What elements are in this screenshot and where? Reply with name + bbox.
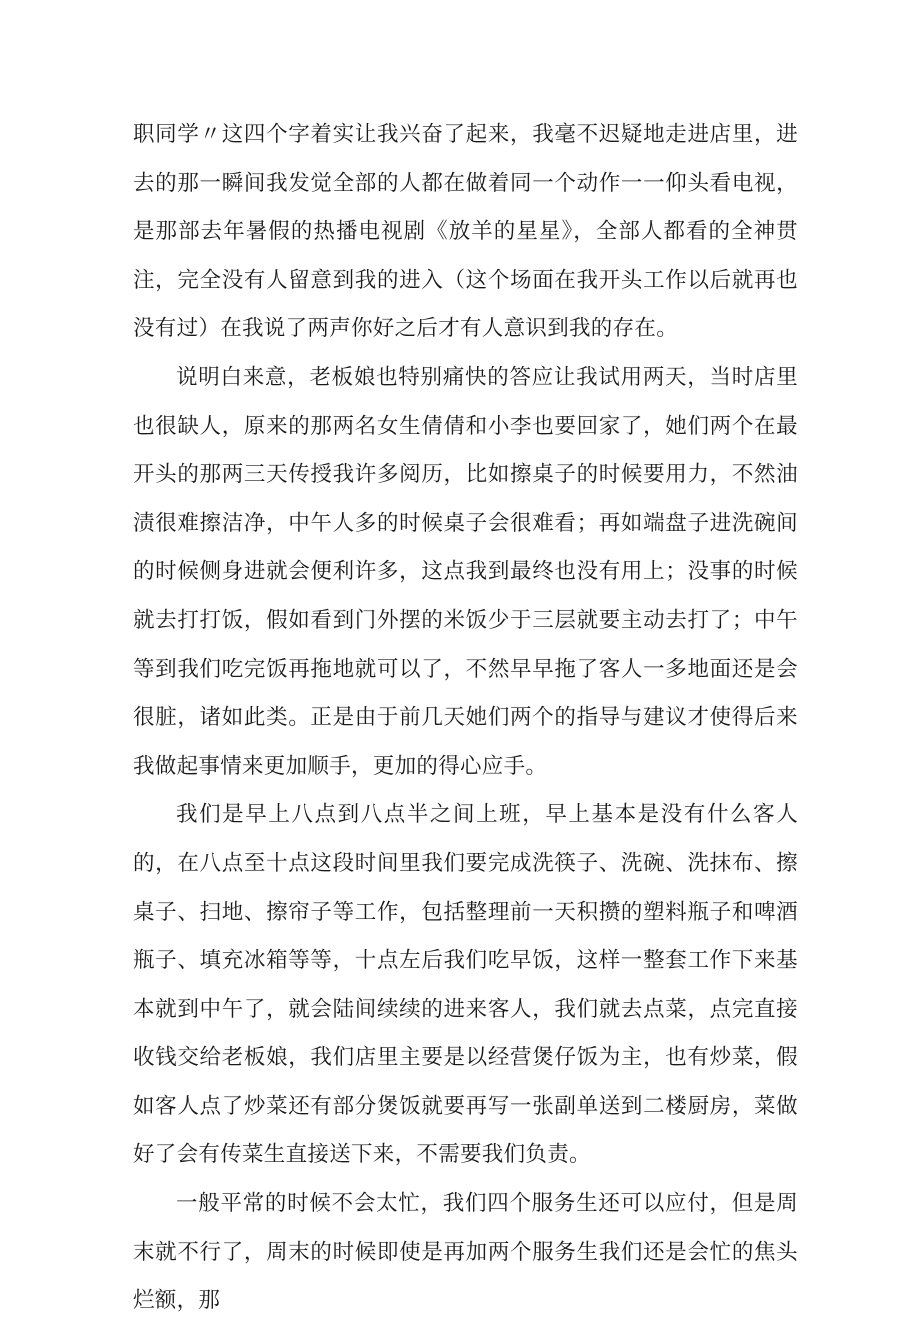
paragraph-1: 职同学〃这四个字着实让我兴奋了起来，我毫不迟疑地走进店里，进去的那一瞬间我发觉全部的人都在做着同一个动作一一仰头看电视，是那部去年暑假的热播电视剧《放羊的星星》，全部人都看的全神贯注，完全没有人留意到我的进入（这个场面在我开头工作以后就再也没有过）在我说了两声你好之后才有人意识到我的存在。	[133, 122, 798, 342]
paragraph-3: 我们是早上八点到八点半之间上班，早上基本是没有什么客人的，在八点至十点这段时间里我们要完成洗筷子、洗碗、洗抹布、擦桌子、扫地、擦帘子等工作，包括整理前一天积攒的塑料瓶子和啤酒瓶子、填充冰箱等等，十点左后我们吃早饭，这样一整套工作下来基本就到中午了，就会陆间续续的进来客人，我们就去点菜，点完直接收钱交给老板娘，我们店里主要是以经营煲仔饭为主，也有炒菜，假如客人点了炒菜还有部分煲饭就要再写一张副单送到二楼厨房，菜做好了会有传菜生直接送下来，不需要我们负责。	[133, 802, 798, 1168]
paragraph-4: 一般平常的时候不会太忙，我们四个服务生还可以应付，但是周末就不行了，周末的时候即使是再加两个服务生我们还是会忙的焦头烂额，那	[133, 1191, 798, 1314]
document-body	[133, 111, 798, 1326]
paragraph-2: 说明白来意，老板娘也特别痛快的答应让我试用两天，当时店里也很缺人，原来的那两名女生倩倩和小李也要回家了，她们两个在最开头的那两三天传授我许多阅历，比如擦桌子的时候要用力，不然油渍很难擦洁净，中午人多的时候桌子会很难看；再如端盘子进洗碗间的时候侧身进就会便利许多，这点我到最终也没有用上；没事的时候就去打打饭，假如看到门外摆的米饭少于三层就要主动去打了；中午等到我们吃完饭再拖地就可以了，不然早早拖了客人一多地面还是会很脏，诸如此类。正是由于前几天她们两个的指导与建议才使得后来我做起事情来更加顺手，更加的得心应手。	[133, 364, 798, 779]
